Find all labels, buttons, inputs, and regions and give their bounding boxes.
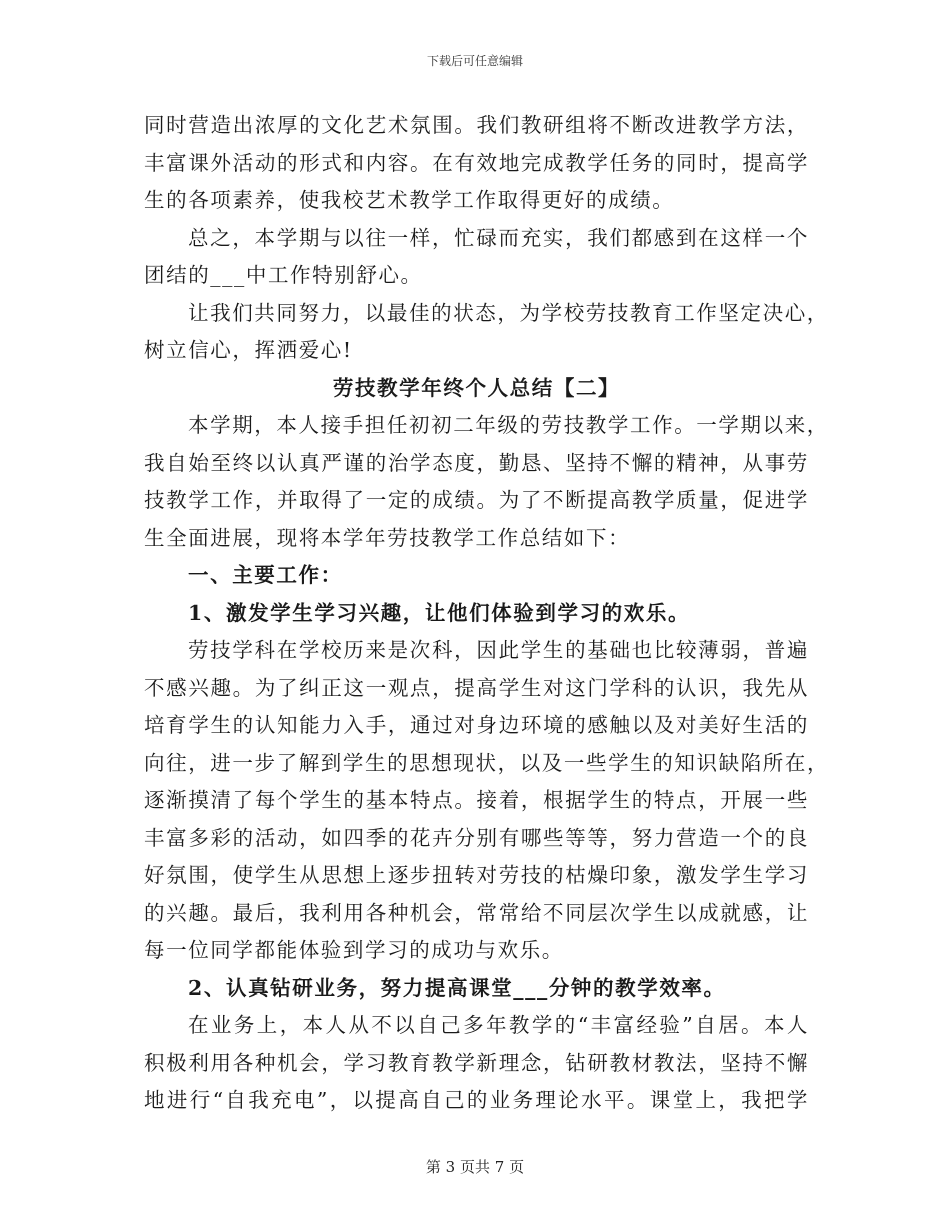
section-title: 劳技教学年终个人总结【二】 bbox=[332, 375, 621, 400]
text-line: 团结的___中工作特别舒心。 bbox=[144, 263, 423, 287]
text-line: 好氛围，使学生从思想上逐步扭转对劳技的枯燥印象，激发学生学习 bbox=[144, 863, 809, 887]
text-line: 培育学生的认知能力入手，通过对身边环境的感触以及对美好生活的 bbox=[144, 713, 809, 737]
page-header: 下载后可任意编辑 bbox=[426, 54, 523, 68]
heading-main-work: 一、主要工作： bbox=[188, 563, 343, 587]
paragraph-start: 本学期，本人接手担任初初二年级的劳技教学工作。一学期以来， bbox=[188, 413, 829, 437]
paragraph-start: 劳技学科在学校历来是次科，因此学生的基础也比较薄弱，普遍 bbox=[188, 638, 809, 662]
text-line: 技教学工作，并取得了一定的成绩。为了不断提高教学质量，促进学 bbox=[144, 488, 809, 512]
text-line: 生的各项素养，使我校艺术教学工作取得更好的成绩。 bbox=[144, 188, 675, 212]
subheading-1: 1、激发学生学习兴趣，让他们体验到学习的欢乐。 bbox=[188, 600, 691, 625]
text-line: 同时营造出浓厚的文化艺术氛围。我们教研组将不断改进教学方法， bbox=[144, 113, 809, 137]
text-line: 向往，进一步了解到学生的思想现状，以及一些学生的知识缺陷所在， bbox=[144, 750, 830, 775]
text-line: 我自始至终以认真严谨的治学态度，勤恳、坚持不懈的精神，从事劳 bbox=[144, 450, 809, 475]
text-line: 生全面进展，现将本学年劳技教学工作总结如下： bbox=[144, 525, 631, 550]
text-line: 地进行“自我充电”，以提高自己的业务理论水平。课堂上，我把学 bbox=[144, 1088, 809, 1112]
page-footer: 第 3 页共 7 页 bbox=[425, 1158, 525, 1176]
text-line: 的兴趣。最后，我利用各种机会，常常给不同层次学生以成就感，让 bbox=[144, 900, 809, 925]
text-line: 丰富多彩的活动，如四季的花卉分别有哪些等等，努力营造一个的良 bbox=[144, 825, 809, 850]
text-line: 逐渐摸清了每个学生的基本特点。接着，根据学生的特点，开展一些 bbox=[144, 788, 809, 812]
document-body bbox=[144, 107, 830, 1120]
paragraph-start: 总之，本学期与以往一样，忙碌而充实，我们都感到在这样一个 bbox=[188, 225, 809, 250]
text-line: 树立信心，挥洒爱心! bbox=[144, 338, 353, 362]
text-line: 积极利用各种机会，学习教育教学新理念，钻研教材教法，坚持不懈 bbox=[144, 1050, 809, 1075]
paragraph-start: 让我们共同努力，以最佳的状态，为学校劳技教育工作坚定决心， bbox=[188, 300, 829, 325]
text-line: 每一位同学都能体验到学习的成功与欢乐。 bbox=[144, 938, 564, 962]
text-line: 不感兴趣。为了纠正这一观点，提高学生对这门学科的认识，我先从 bbox=[144, 675, 809, 700]
subheading-2: 2、认真钻研业务，努力提高课堂___分钟的教学效率。 bbox=[188, 975, 726, 1000]
text-line: 丰富课外活动的形式和内容。在有效地完成教学任务的同时，提高学 bbox=[144, 150, 809, 175]
paragraph-start: 在业务上，本人从不以自己多年教学的“丰富经验”自居。本人 bbox=[188, 1013, 809, 1037]
